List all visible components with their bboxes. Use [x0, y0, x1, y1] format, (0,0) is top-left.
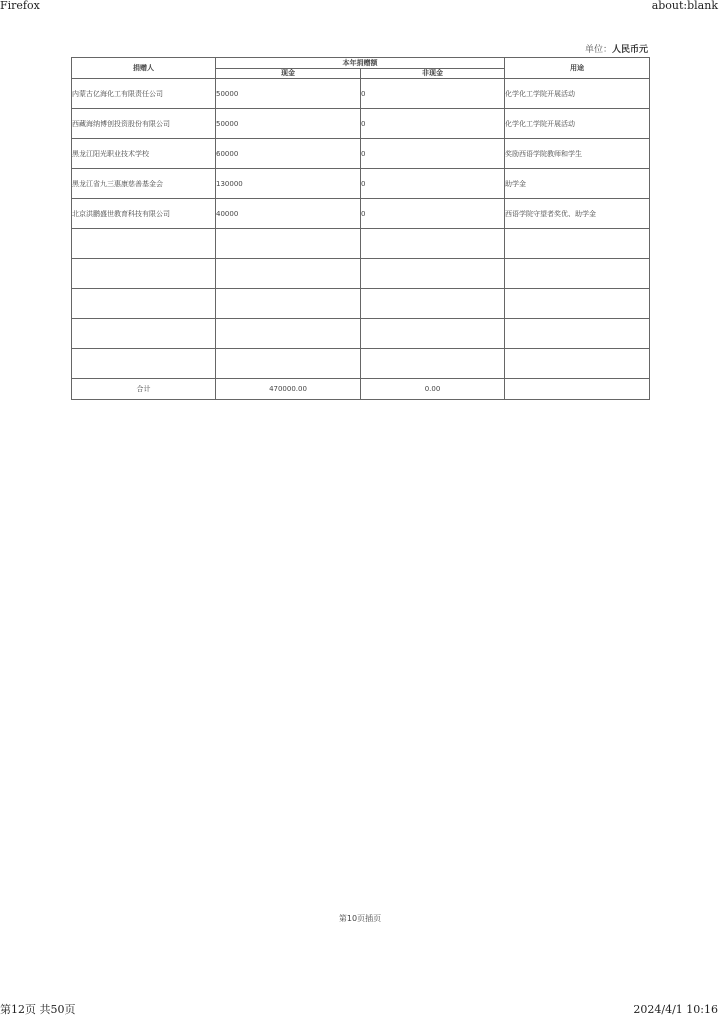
- non-cash-cell: [361, 229, 505, 259]
- purpose-cell: 西语学院守望者奖优、助学金: [505, 199, 650, 229]
- donor-cell: [72, 289, 216, 319]
- donor-cell: [72, 259, 216, 289]
- page-insert-note: 第10页插页: [338, 914, 382, 923]
- cash-cell: 40000: [216, 199, 361, 229]
- cash-cell: 50000: [216, 79, 361, 109]
- unit-label-value: 人民币元: [611, 45, 648, 55]
- unit-label-prefix: 单位：: [584, 45, 612, 55]
- table-row: [72, 289, 650, 319]
- cash-cell: [216, 229, 361, 259]
- cash-cell: [216, 319, 361, 349]
- non-cash-cell: 0: [361, 139, 505, 169]
- purpose-cell: 化学化工学院开展活动: [505, 109, 650, 139]
- table-row: [72, 79, 650, 109]
- table-row: [72, 199, 650, 229]
- purpose-cell: [505, 319, 650, 349]
- non-cash-cell: 0: [361, 79, 505, 109]
- table-row: [72, 139, 650, 169]
- donor-cell: 黑龙江省九三惠康慈善基金会: [72, 169, 216, 199]
- total-row: [72, 379, 650, 400]
- donor-cell: [72, 319, 216, 349]
- header-amount-group: 本年捐赠额: [216, 58, 505, 69]
- cash-cell: 60000: [216, 139, 361, 169]
- print-header-browser-name: Firefox: [0, 0, 40, 12]
- purpose-cell: 奖励西语学院教师和学生: [505, 139, 650, 169]
- non-cash-cell: 0: [361, 199, 505, 229]
- header-donor: 捐赠人: [72, 58, 216, 79]
- cash-cell: [216, 349, 361, 379]
- table-row: [72, 259, 650, 289]
- table-row: [72, 229, 650, 259]
- non-cash-cell: [361, 319, 505, 349]
- print-footer-page-count: 第12页 共50页: [0, 1003, 76, 1016]
- header-non-cash: 非现金: [361, 69, 505, 79]
- print-header-url: about:blank: [651, 0, 718, 12]
- non-cash-cell: [361, 289, 505, 319]
- table-row: [72, 169, 650, 199]
- header-cash: 现金: [216, 69, 361, 79]
- donor-cell: [72, 349, 216, 379]
- total-non-cash: 0.00: [361, 379, 505, 400]
- table-row: [72, 319, 650, 349]
- non-cash-cell: 0: [361, 109, 505, 139]
- purpose-cell: [505, 349, 650, 379]
- donor-cell: [72, 229, 216, 259]
- donor-cell: 西藏海纳博创投资股份有限公司: [72, 109, 216, 139]
- table-row: [72, 109, 650, 139]
- unit-label: [585, 45, 648, 56]
- purpose-cell: [505, 259, 650, 289]
- cash-cell: 130000: [216, 169, 361, 199]
- total-purpose: [505, 379, 650, 400]
- cash-cell: 50000: [216, 109, 361, 139]
- purpose-cell: [505, 289, 650, 319]
- cash-cell: [216, 289, 361, 319]
- donor-cell: 内蒙古亿海化工有限责任公司: [72, 79, 216, 109]
- print-footer-datetime: 2024/4/1 10:16: [633, 1003, 718, 1016]
- table-row: [72, 349, 650, 379]
- header-purpose: 用途: [505, 58, 650, 79]
- cash-cell: [216, 259, 361, 289]
- non-cash-cell: [361, 349, 505, 379]
- donor-cell: 黑龙江阳光职业技术学校: [72, 139, 216, 169]
- non-cash-cell: 0: [361, 169, 505, 199]
- total-cash: 470000.00: [216, 379, 361, 400]
- total-label: 合计: [72, 379, 216, 400]
- donor-cell: 北京洪鹏盛世教育科技有限公司: [72, 199, 216, 229]
- non-cash-cell: [361, 259, 505, 289]
- donation-table: [71, 57, 650, 400]
- purpose-cell: 助学金: [505, 169, 650, 199]
- purpose-cell: 化学化工学院开展活动: [505, 79, 650, 109]
- purpose-cell: [505, 229, 650, 259]
